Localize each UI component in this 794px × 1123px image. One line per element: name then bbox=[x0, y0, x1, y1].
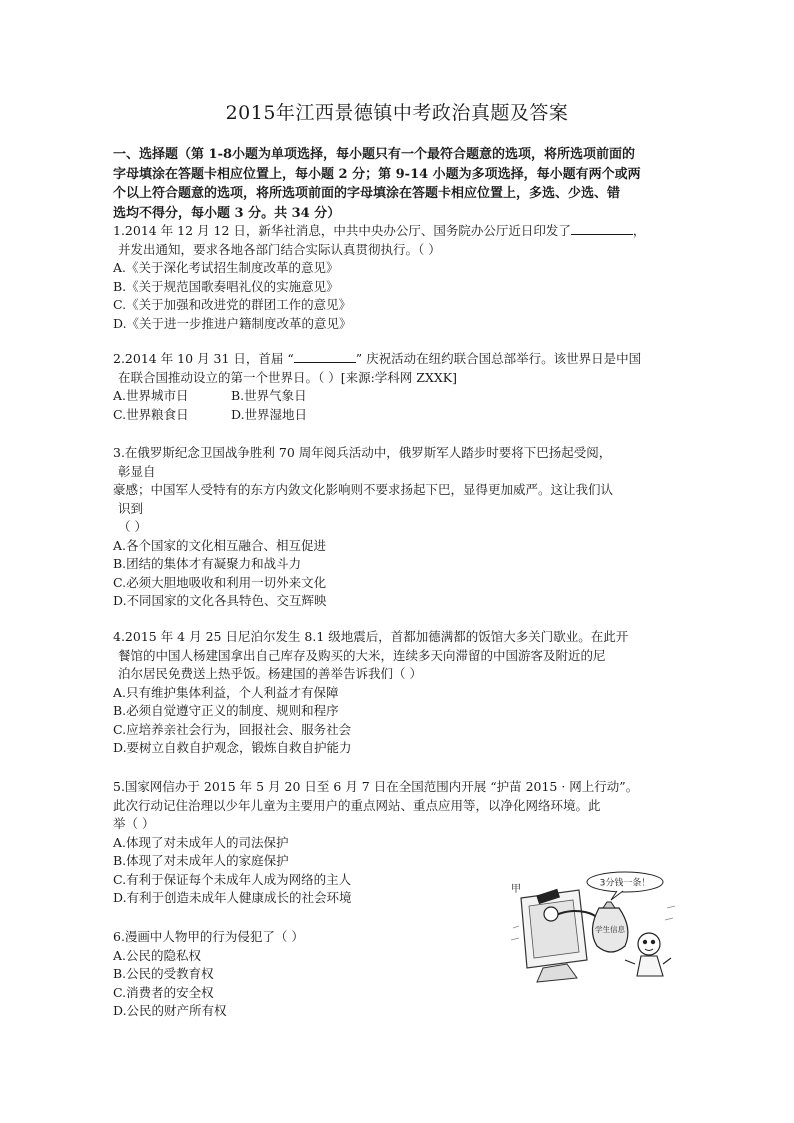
section-line: 一、选择题（第 1-8小题为单项选择，每小题只有一个最符合题意的选项，将所选项前面的 bbox=[113, 147, 636, 162]
question-6 bbox=[113, 928, 493, 1021]
bag-label: 学生信息 bbox=[595, 925, 625, 934]
option-b: B.体现了对未成年人的家庭保护 bbox=[113, 853, 289, 868]
label-jia: 甲 bbox=[511, 884, 521, 895]
option-a: A.《关于深化考试招生制度改革的意见》 bbox=[113, 260, 339, 275]
option-d: D.世界湿地日 bbox=[231, 406, 308, 422]
option-a: A.各个国家的文化相互融合、相互促进 bbox=[113, 537, 327, 553]
question-text: 2.2014 年 10 月 31 日，首届 “ bbox=[113, 351, 294, 366]
question-text: 彰显自 bbox=[118, 463, 156, 479]
answer-blank bbox=[571, 222, 633, 235]
child-body bbox=[637, 956, 663, 976]
question-text: ， bbox=[632, 223, 646, 238]
option-b: B.团结的集体才有凝聚力和战斗力 bbox=[113, 556, 302, 571]
option-row bbox=[113, 406, 683, 425]
option-d: D.《关于进一步推进户籍制度改革的意见》 bbox=[113, 315, 352, 331]
question-text: 在联合国推动设立的第一个世界日。（ ）[来源:学科网 ZXXK] bbox=[118, 369, 457, 385]
speech-bubble-tail bbox=[611, 891, 623, 900]
child-head bbox=[638, 933, 660, 955]
option-c: C.世界粮食日 bbox=[113, 406, 189, 422]
option-c: C.必须大胆地吸收和利用一切外来文化 bbox=[113, 574, 327, 590]
question-text: （ ） bbox=[118, 519, 147, 534]
section-line: 个以上符合题意的选项，将所选项前面的字母填涂在答题卡相应位置上，多选、少选、错 bbox=[113, 186, 621, 201]
question-text: 4.2015 年 4 月 25 日尼泊尔发生 8.1 级地震后，首都加德满都的饭馆大多关门歇业。在此开 bbox=[113, 629, 629, 644]
question-3 bbox=[113, 444, 683, 611]
section-line: 字母填涂在答题卡相应位置上，每小题 2 分；第 9-14 小题为多项选择，每小题有两个或两 bbox=[113, 166, 641, 182]
option-d: D.要树立自救自护观念，锻炼自救自护能力 bbox=[113, 740, 352, 755]
option-row bbox=[113, 387, 683, 406]
option-a: A.公民的隐私权 bbox=[113, 947, 202, 963]
option-a: A.体现了对未成年人的司法保护 bbox=[113, 834, 289, 850]
option-b: B.公民的受教育权 bbox=[113, 966, 214, 981]
monitor-stand bbox=[537, 964, 577, 982]
question-stem bbox=[113, 222, 683, 241]
option-c: C.消费者的安全权 bbox=[113, 984, 214, 1000]
child-arm bbox=[625, 960, 635, 964]
page-title: 2015年江西景德镇中考政治真题及答案 bbox=[225, 102, 569, 124]
question-text: 1.2014 年 12 月 12 日，新华社消息，中共中央办公厅、国务院办公厅近日印发了 bbox=[113, 223, 571, 238]
speech-text: 3分钱一条！ bbox=[599, 878, 651, 889]
child-arm bbox=[663, 958, 671, 964]
child-eye bbox=[651, 940, 655, 944]
option-a: A.只有维护集体利益，个人利益才有保障 bbox=[113, 684, 339, 700]
question-text: 此次行动记住治理以少年儿童为主要用户的重点网站、重点应用等，以净化网络环境。此 bbox=[113, 797, 601, 813]
section-line: 选均不得分，每小题 3 分。共 34 分） bbox=[113, 205, 341, 221]
question-1 bbox=[113, 222, 683, 333]
child-eye bbox=[643, 940, 647, 944]
question-text: 3.在俄罗斯纪念卫国战争胜利 70 周年阅兵活动中，俄罗斯军人踏步时要将下巴扬起受阅， bbox=[113, 445, 612, 460]
question-text: ” 庆祝活动在纽约联合国总部举行。该世界日是中国 bbox=[355, 351, 642, 366]
question-stem bbox=[113, 350, 683, 369]
option-c: C.有利于保证每个未成年人成为网络的主人 bbox=[113, 871, 352, 887]
question-text: 餐馆的中国人杨建国拿出自己库存及购买的大米，连续多天向滞留的中国游客及附近的尼 bbox=[118, 647, 606, 663]
answer-blank bbox=[294, 350, 356, 363]
question-2 bbox=[113, 350, 683, 424]
question-text: 泊尔居民免费送上热乎饭。杨建国的善举告诉我们（ ） bbox=[118, 666, 422, 681]
cartoon-illustration bbox=[507, 868, 677, 986]
bag-tie bbox=[603, 902, 615, 908]
option-d: D.不同国家的文化各具特色、交互辉映 bbox=[113, 593, 327, 608]
option-c: C.《关于加强和改进党的群团工作的意见》 bbox=[113, 297, 352, 312]
option-d: D.有利于创造未成年人健康成长的社会环境 bbox=[113, 890, 352, 905]
option-c: C.应培养亲社会行为，回报社会、服务社会 bbox=[113, 721, 352, 737]
question-text: 并发出通知，要求各地各部门结合实际认真贯彻执行。（ ） bbox=[118, 241, 441, 257]
option-d: D.公民的财产所有权 bbox=[113, 1003, 227, 1018]
question-text: 豪感；中国军人受特有的东方内敛文化影响则不要求扬起下巴，显得更加威严。这让我们认 bbox=[113, 482, 614, 497]
section-instructions bbox=[113, 145, 683, 223]
question-4 bbox=[113, 628, 683, 758]
option-a: A.世界城市日 bbox=[113, 388, 189, 403]
question-text: 5.国家网信办于 2015 年 5 月 20 日至 6 月 7 日在全国范围内开展 “护苗 2015 · 网上行动”。 bbox=[113, 779, 639, 794]
option-b: B.《关于规范国歌奏唱礼仪的实施意见》 bbox=[113, 278, 339, 294]
question-text: 识到 bbox=[118, 500, 144, 516]
option-b: B.必须自觉遵守正义的制度、规则和程序 bbox=[113, 703, 339, 718]
option-b: B.世界气象日 bbox=[231, 388, 307, 403]
figure-head bbox=[544, 907, 558, 921]
question-text: 6.漫画中人物甲的行为侵犯了（ ） bbox=[113, 929, 304, 944]
question-text: 举（ ） bbox=[113, 816, 155, 831]
